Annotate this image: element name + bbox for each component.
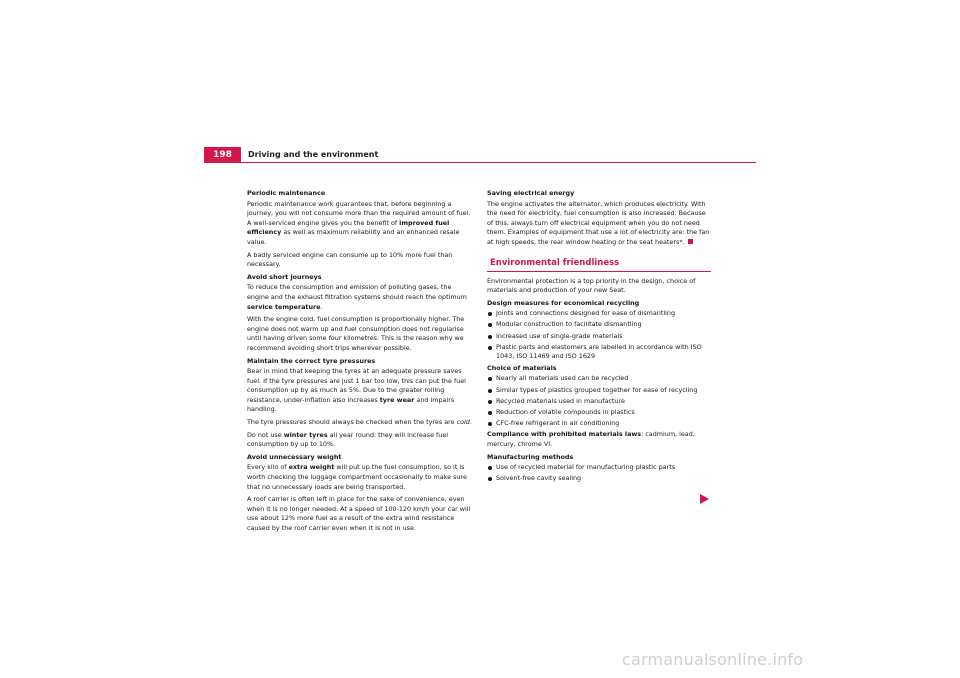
italic-text: cold [456, 418, 470, 427]
bold-text: improved fuel efficiency [247, 218, 450, 237]
paragraph [247, 463, 475, 492]
text: Do not use [247, 430, 284, 439]
list-item [487, 419, 711, 429]
list-item [487, 386, 711, 396]
right-column [487, 189, 711, 486]
text: as well as maximum reliability and an enhanced resale value. [247, 228, 460, 246]
section-end-icon [688, 239, 693, 244]
intro-paragraph: Environmental protection is a top priority in the design, choice of materials and production of your new Seat. [487, 276, 696, 295]
list-item [487, 408, 711, 418]
bold-text: service temperature [247, 302, 321, 311]
heading-saving-energy: Saving electrical energy [487, 189, 575, 197]
list-item-text: Solvent-free cavity sealing [496, 474, 582, 483]
list-item [487, 343, 711, 362]
list-item-text: Modular construction to facilitate dismantling [496, 320, 642, 329]
italic-text: four [328, 334, 342, 343]
bullet-icon [488, 389, 492, 393]
text: kilometres. This is the reason why we recommend avoiding short trips wherever possible. [247, 334, 464, 352]
text: . [320, 302, 323, 311]
list-item [487, 320, 711, 330]
bullet-icon [488, 335, 492, 339]
compliance-paragraph [487, 430, 711, 449]
text: all year round: they will increase fuel consumption by up to 10%. [247, 430, 449, 449]
paragraph [247, 315, 475, 353]
paragraph: A badly serviced engine can consume up to 10% more fuel than necessary. [247, 250, 453, 269]
section-rule [487, 271, 711, 272]
list-item-text: CFC-free refrigerant in air conditioning [496, 418, 620, 427]
heading-unnecessary-weight: Avoid unnecessary weight [247, 452, 342, 461]
page-number-badge: 198 [204, 147, 241, 162]
header-rule [204, 162, 756, 163]
text: . [469, 418, 472, 427]
bullet-icon [488, 466, 492, 470]
paragraph [247, 418, 475, 428]
list-item-text: Similar types of plastics grouped together for ease of recycling [496, 385, 698, 394]
choice-materials-list [487, 374, 711, 428]
bullet-icon [488, 377, 492, 381]
text: Bear in mind that keeping the tyres at an adequate pressure saves fuel. If the tyre pressures are just 1 bar too low, this can put the fuel consumption up by as much as 5%. Due to the greater rolling resistance, under-inflation also increases [247, 367, 466, 404]
bullet-icon [488, 477, 492, 481]
manufacturing-list [487, 463, 711, 484]
text: : cadmium, lead, mercury, chrome VI. [487, 430, 695, 448]
list-item-text: Joints and connections designed for ease of dismantling [496, 309, 676, 318]
list-item-text: Recycled materials used in manufacture [496, 396, 625, 405]
bold-text: winter tyres [283, 430, 328, 439]
paragraph [247, 200, 475, 248]
bold-text: tyre wear [379, 395, 415, 404]
list-item [487, 374, 711, 384]
section-title: Environmental friendliness [490, 257, 620, 268]
text: To reduce the consumption and emission of polluting gases, the engine and the exhaust filtration systems should reach the optimum [247, 283, 467, 301]
list-item-text: Nearly all materials used can be recycled [496, 374, 629, 383]
heading-choice-materials: Choice of materials [487, 363, 557, 372]
design-measures-list [487, 309, 711, 361]
heading-periodic-maintenance: Periodic maintenance [247, 189, 326, 197]
list-item [487, 474, 711, 484]
list-item [487, 463, 711, 473]
paragraph [247, 367, 475, 415]
watermark: carmanualsonline.info [622, 650, 804, 669]
text: The tyre pressures should always be checked when the tyres are [247, 418, 457, 427]
paragraph: A roof carrier is often left in place for the sake of convenience, even when it is no longer needed. At a speed of 100-120 km/h your car will use about 12% more fuel as a result of the extra wind resistance caused by the roof carrier even when it is not in use. [247, 495, 471, 532]
text: and impairs handling. [247, 395, 455, 414]
header-title: Driving and the environment [248, 150, 379, 159]
text: will put up the fuel consumption, so it is worth checking the luggage compartment occasionally to make sure that no unnecessary loads are being transported. [247, 463, 467, 491]
bullet-icon [488, 400, 492, 404]
text: The engine activates the alternator, which produces electricity. With the need for electricity, fuel consumption is also increased. Because of this, always turn off electrical equipment when you do not need them. Examples of equipment that use a lot of electricity are: the fan at high speeds, the rear window heating or the seat heaters*. [487, 199, 710, 246]
heading-manufacturing: Manufacturing methods [487, 452, 574, 461]
list-item-text: Increased use of single-grade materials [496, 331, 623, 340]
heading-short-journeys: Avoid short journeys [247, 272, 322, 281]
text: Every kilo of [247, 463, 289, 472]
bold-text: Compliance with prohibited materials laws [487, 430, 642, 439]
bullet-icon [488, 411, 492, 415]
heading-tyre-pressures: Maintain the correct tyre pressures [247, 356, 376, 365]
paragraph [247, 431, 475, 450]
heading-design-measures: Design measures for economical recycling [487, 298, 640, 307]
left-column [247, 189, 475, 537]
paragraph [247, 283, 475, 312]
text: Periodic maintenance work guarantees that, before beginning a journey, you will not consume more than the required amount of fuel. A well-serviced engine gives you the benefit of [247, 199, 471, 227]
bullet-icon [488, 422, 492, 426]
text: With the engine cold, fuel consumption is proportionally higher. The engine does not warm up and fuel consumption does not regularise until having driven some [247, 315, 465, 343]
next-page-arrow-icon[interactable] [700, 494, 709, 504]
bullet-icon [488, 323, 492, 327]
paragraph [487, 200, 711, 248]
list-item [487, 397, 711, 407]
bullet-icon [488, 312, 492, 316]
list-item [487, 332, 711, 342]
bold-text: extra weight [288, 463, 335, 472]
bullet-icon [488, 346, 492, 350]
list-item-text: Plastic parts and elastomers are labelled in accordance with ISO 1043, ISO 11469 and ISO 1629 [496, 342, 702, 361]
list-item [487, 309, 711, 319]
list-item-text: Use of recycled material for manufacturing plastic parts [496, 463, 676, 472]
list-item-text: Reduction of volatile compounds in plastics [496, 407, 635, 416]
